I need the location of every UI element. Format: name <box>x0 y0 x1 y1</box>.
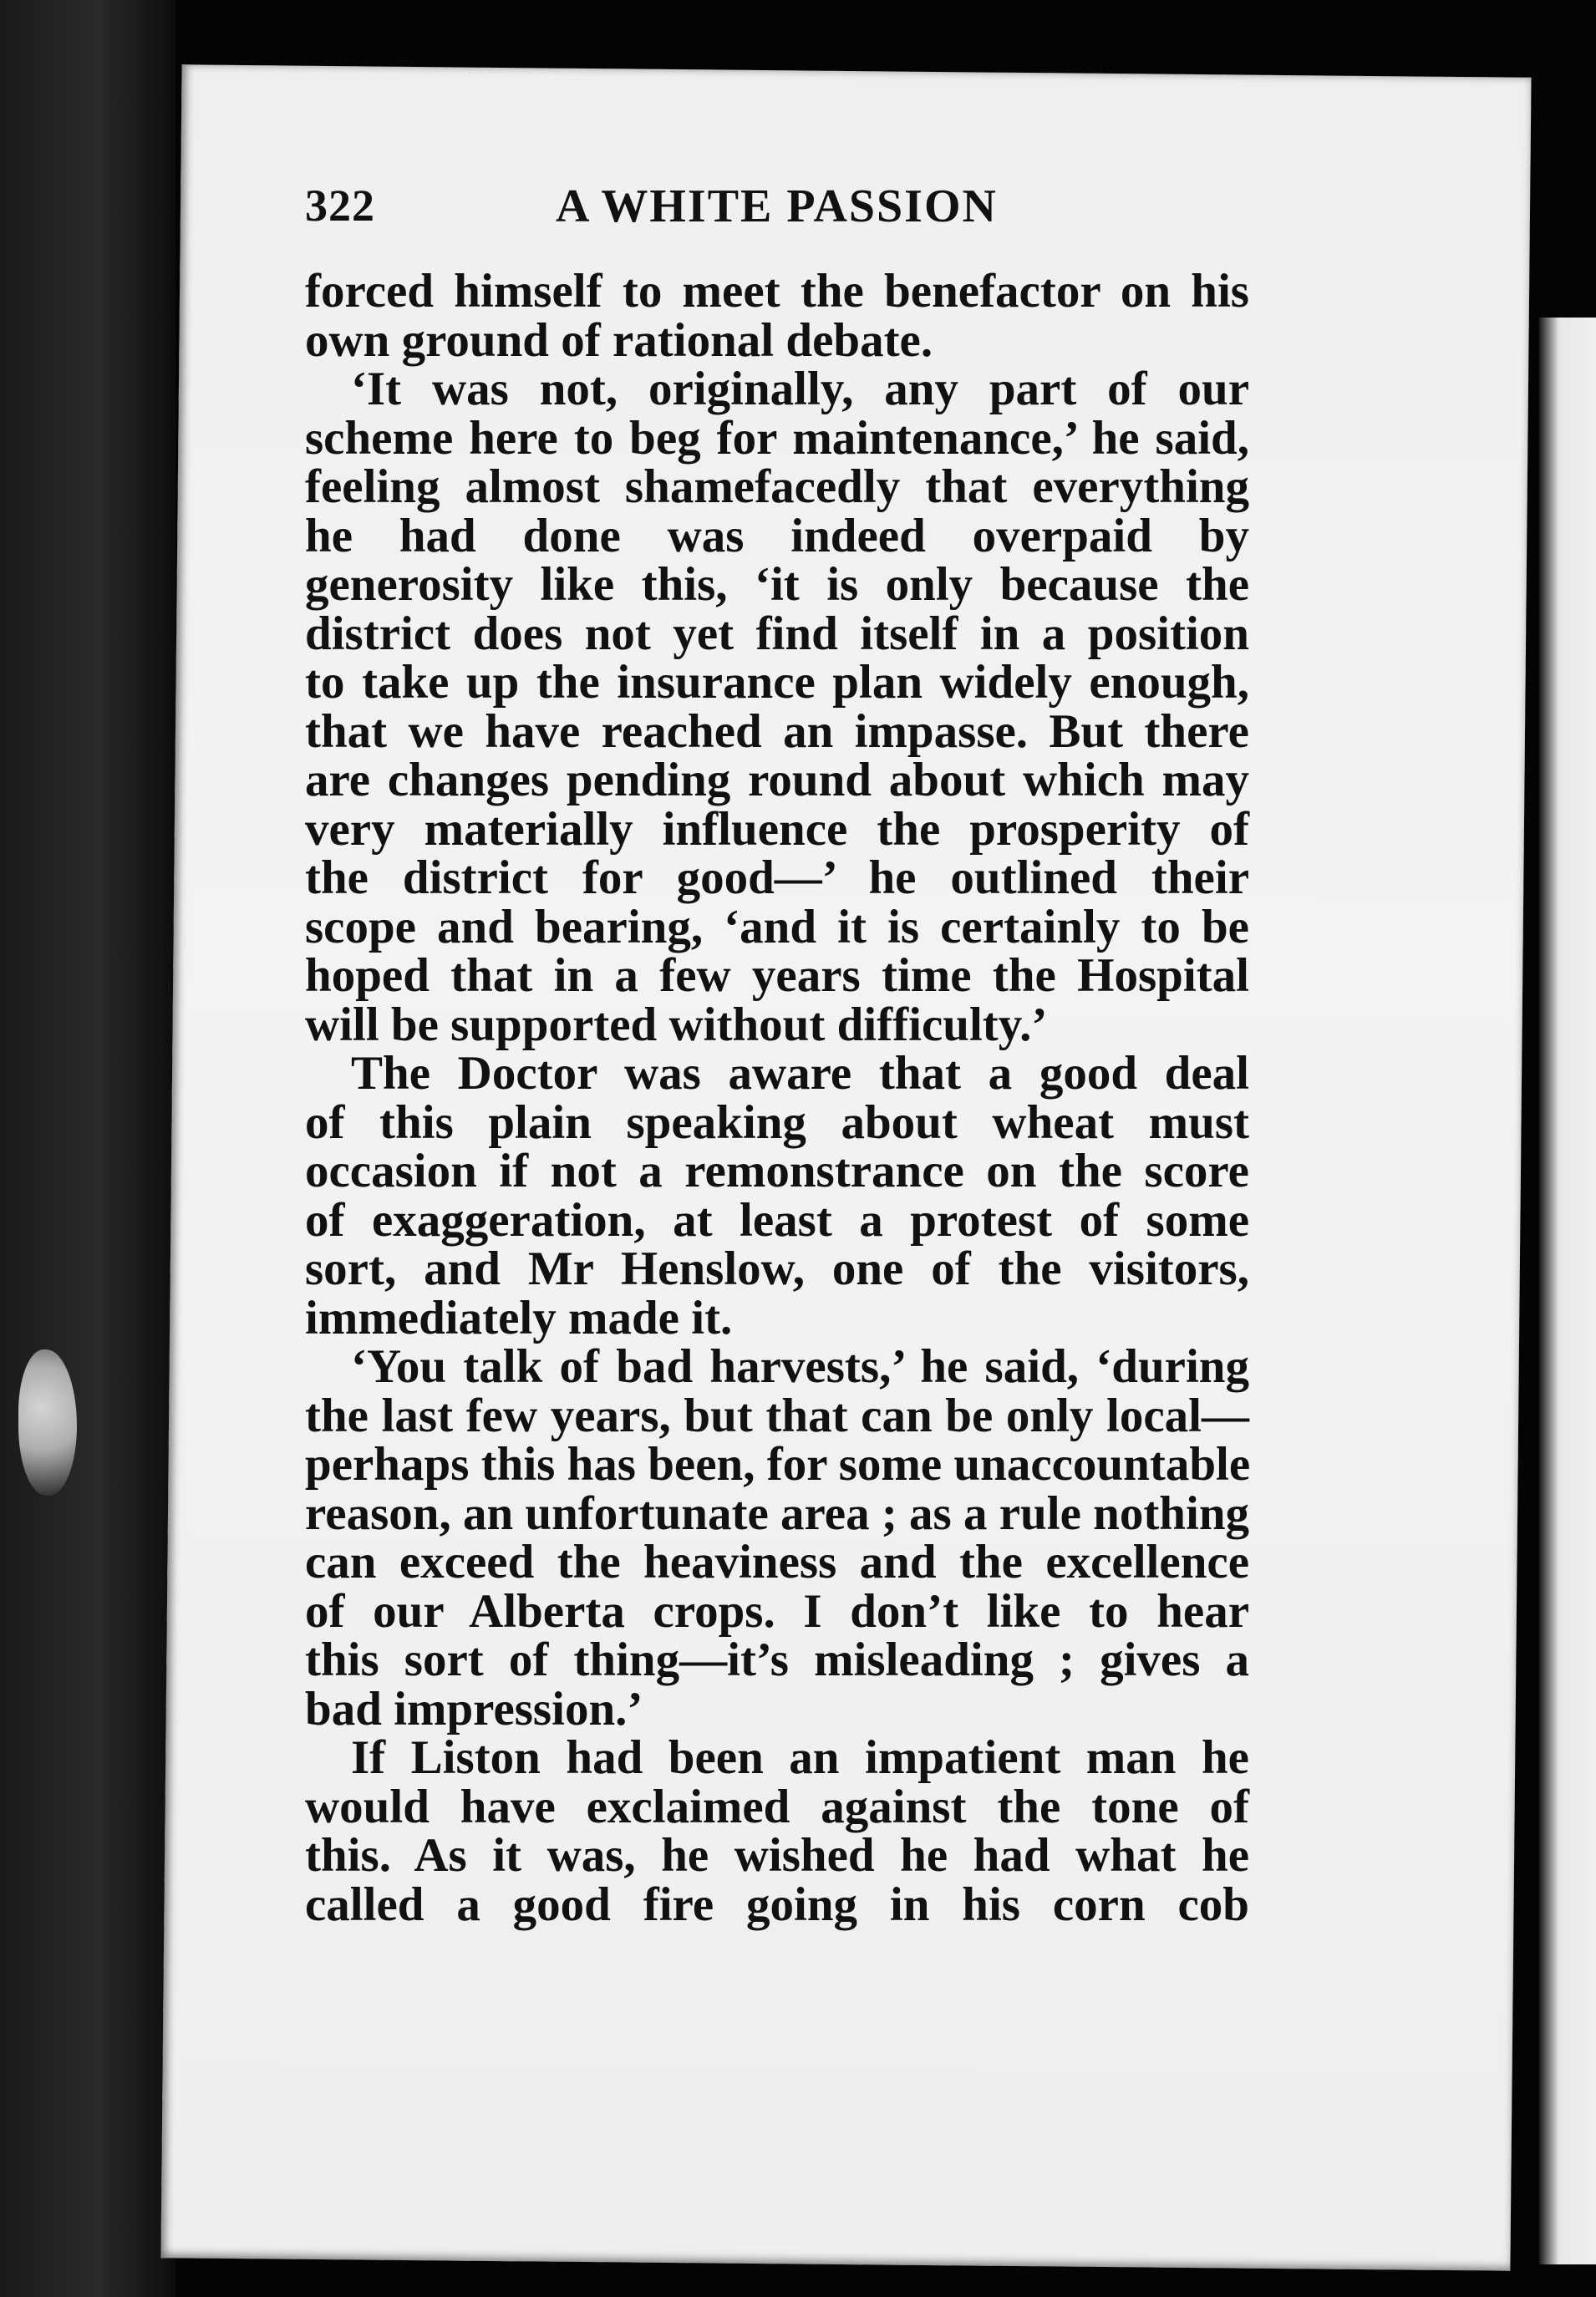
text-line: called a good fire going in his corn cob <box>305 1878 1249 1931</box>
text-line: can exceed the heaviness and the excellence <box>305 1536 1249 1588</box>
text-line: this. As it was, he wished he had what he <box>305 1829 1249 1882</box>
text-line: occasion if not a remonstrance on the score <box>305 1145 1249 1197</box>
text-line: he had done was indeed overpaid by <box>305 509 1249 562</box>
text-line: ‘It was not, originally, any part of our <box>351 363 1249 415</box>
text-line: district does not yet find itself in a position <box>305 607 1249 660</box>
text-line: very materially influence the prosperity of <box>305 802 1249 856</box>
text-line: this sort of thing—it’s misleading ; gives a <box>305 1634 1249 1686</box>
body-text <box>305 267 1249 1929</box>
text-line: own ground of rational debate. <box>305 313 933 367</box>
text-line: hoped that in a few years time the Hospital <box>305 949 1249 1002</box>
text-line: feeling almost shamefacedly that everything <box>305 460 1249 513</box>
text-line: immediately made it. <box>305 1291 733 1344</box>
text-line: of exaggeration, at least a protest of some <box>305 1193 1249 1247</box>
text-line: scope and bearing, ‘and it is certainly to be <box>305 900 1249 953</box>
adjacent-page-edge <box>1539 318 1596 2264</box>
text-line: reason, an unfortunate area ; as a rule nothing <box>305 1486 1250 1540</box>
page-number: 322 <box>305 180 375 231</box>
text-line: ‘You talk of bad harvests,’ he said, ‘during <box>351 1340 1249 1393</box>
text-line: that we have reached an impasse. But there <box>305 704 1249 758</box>
text-line: of this plain speaking about wheat must <box>305 1095 1249 1149</box>
running-head: A WHITE PASSION <box>556 180 998 232</box>
text-line: perhaps this has been, for some unaccountable <box>305 1438 1251 1491</box>
text-line: generosity like this, ‘it is only because the <box>305 558 1249 611</box>
text-line: If Liston had been an impatient man he <box>351 1731 1249 1784</box>
text-line: of our Alberta crops. I don’t like to hear <box>305 1584 1249 1638</box>
text-line: bad impression.’ <box>305 1682 643 1735</box>
text-line: the last few years, but that can be only local— <box>305 1389 1249 1442</box>
text-line: would have exclaimed against the tone of <box>305 1780 1249 1833</box>
text-line: scheme here to beg for maintenance,’ he said, <box>305 411 1249 465</box>
text-line: to take up the insurance plan widely enough, <box>305 656 1249 709</box>
text-line: will be supported without difficulty.’ <box>305 998 1048 1051</box>
text-line: forced himself to meet the benefactor on his <box>305 265 1249 318</box>
text-line: sort, and Mr Henslow, one of the visitors, <box>305 1243 1249 1295</box>
text-line: The Doctor was aware that a good deal <box>351 1047 1249 1100</box>
film-margin-left <box>0 0 175 2297</box>
text-line: are changes pending round about which may <box>305 754 1249 806</box>
text-line: the district for good—’ he outlined their <box>305 851 1249 904</box>
